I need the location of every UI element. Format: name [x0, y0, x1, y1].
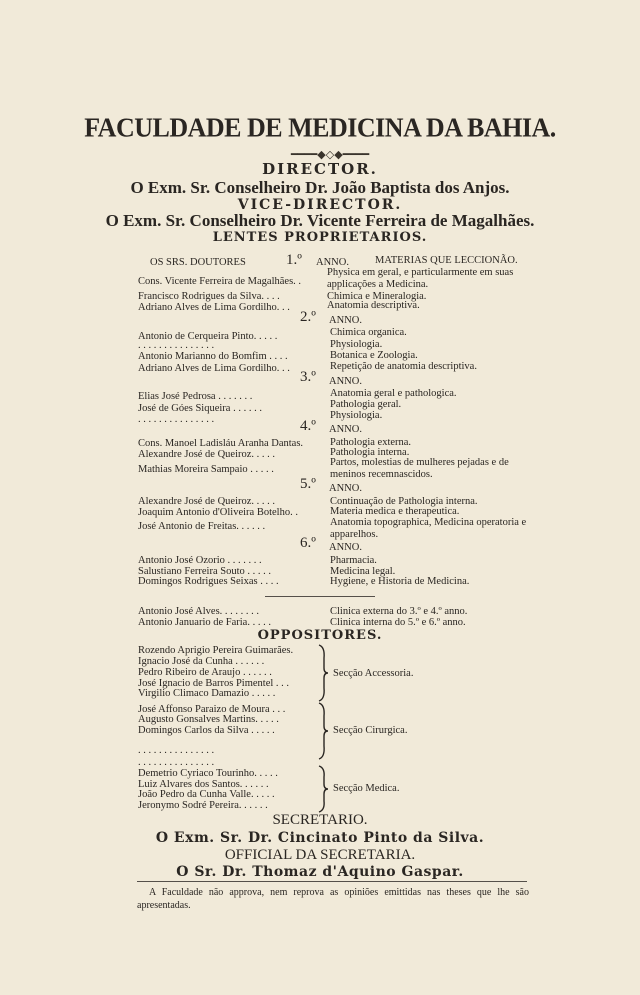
- year-2-anno: ANNO.: [329, 315, 362, 326]
- year3-name-2: José de Góes Siqueira . . . . . .: [138, 403, 262, 414]
- year5-name-2: Joaquim Antonio d'Oliveira Botelho. .: [138, 507, 298, 518]
- opp-cirurgica-5: . . . . . . . . . . . . . . .: [138, 757, 215, 768]
- year-1-number: 1.º: [286, 252, 302, 268]
- disclaimer-note: A Faculdade não approva, nem reprova as opiniões emittidas nas theses que lhe são apresentadas.: [137, 887, 529, 911]
- clinica-name-2: Antonio Januario de Faria. . . . .: [138, 617, 271, 628]
- opp-accessoria-4: José Ignacio de Barros Pimentel . . .: [138, 678, 290, 689]
- year2-subject-2: Physiologia.: [330, 339, 383, 350]
- opp-accessoria-3: Pedro Ribeiro de Araujo . . . . . .: [138, 667, 272, 678]
- year3-subject-2: Pathologia geral.: [330, 399, 402, 410]
- year6-name-1: Antonio José Ozorio . . . . . . .: [138, 555, 262, 566]
- year1-subject-3: Anatomia descriptiva.: [327, 300, 420, 311]
- opp-accessoria-5: Virgilio Climaco Damazio . . . . .: [138, 688, 276, 699]
- subjects-column-label: MATERIAS QUE LECCIONÃO.: [375, 255, 518, 266]
- year5-subject-2: Materia medica e therapeutica.: [330, 506, 460, 517]
- year2-subject-4: Repetição de anatomia descriptiva.: [330, 361, 477, 372]
- lentes-heading: LENTES PROPRIETARIOS.: [212, 230, 428, 245]
- year5-subject-3: Anatomia topographica, Medicina operatoria e apparelhos.: [330, 517, 527, 540]
- year5-name-1: Alexandre José de Queiroz. . . . .: [138, 496, 276, 507]
- opp-accessoria-1: Rozendo Aprigio Pereira Guimarães.: [138, 645, 294, 656]
- year-3-anno: ANNO.: [329, 376, 362, 387]
- opp-medica-3: João Pedro da Cunha Valle. . . . .: [138, 789, 275, 800]
- brace-cirurgica: [315, 702, 329, 760]
- year4-subject-3: Partos, molestias de mulheres pejadas e de meninos recemnascidos.: [330, 457, 509, 480]
- year5-name-3: José Antonio de Freitas. . . . . .: [138, 521, 266, 532]
- year3-name-1: Elias José Pedrosa . . . . . . .: [138, 391, 253, 402]
- opp-cirurgica-2: Augusto Gonsalves Martins. . . . .: [138, 714, 279, 725]
- secretario-heading: SECRETARIO.: [272, 812, 368, 828]
- doctors-column-label: OS SRS. DOUTORES: [150, 257, 246, 268]
- year6-name-3: Domingos Rodrigues Seixas . . . .: [138, 576, 279, 587]
- year-5-anno: ANNO.: [329, 483, 362, 494]
- opp-medica-4: Jeronymo Sodré Pereira. . . . . .: [138, 800, 268, 811]
- clinica-name-1: Antonio José Alves. . . . . . . .: [138, 606, 260, 617]
- footer-rule: [137, 881, 527, 882]
- year-5-number: 5.º: [300, 476, 316, 492]
- year2-name-4: Adriano Alves de Lima Gordilho. . .: [138, 363, 290, 374]
- year2-subject-1: Chimica organica.: [330, 327, 407, 338]
- year2-subject-3: Botanica e Zoologia.: [330, 350, 418, 361]
- year3-subject-3: Physiologia.: [330, 410, 383, 421]
- year6-subject-3: Hygiene, e Historia de Medicina.: [330, 576, 470, 587]
- vice-director-name: O Exm. Sr. Conselheiro Dr. Vicente Ferreira de Magalhães.: [105, 211, 535, 230]
- year-6-anno: ANNO.: [329, 542, 362, 553]
- year4-subject-2: Pathologia interna.: [330, 447, 410, 458]
- year-4-anno: ANNO.: [329, 424, 362, 435]
- year6-name-2: Salustiano Ferreira Souto . . . . .: [138, 566, 271, 577]
- year5-subject-1: Continuação de Pathologia interna.: [330, 496, 478, 507]
- year1-subject-2: Chimica e Mineralogia.: [327, 291, 427, 302]
- opp-cirurgica-4: . . . . . . . . . . . . . . .: [138, 745, 215, 756]
- year3-name-3: . . . . . . . . . . . . . . .: [138, 414, 215, 425]
- year2-name-1: Antonio de Cerqueira Pinto. . . . .: [138, 331, 278, 342]
- year2-name-2: . . . . . . . . . . . . . . .: [138, 340, 215, 351]
- section-medica-label: Secção Medica.: [333, 783, 400, 794]
- opp-cirurgica-3: Domingos Carlos da Silva . . . . .: [138, 725, 275, 736]
- year-2-number: 2.º: [300, 309, 316, 325]
- clinica-subject-1: Clinica externa do 3.º e 4.º anno.: [330, 606, 468, 617]
- year6-subject-1: Pharmacia.: [330, 555, 377, 566]
- section-cirurgica-label: Secção Cirurgica.: [333, 725, 408, 736]
- year4-name-3: Mathias Moreira Sampaio . . . . .: [138, 464, 274, 475]
- year1-subject-1: Physica em geral, e particularmente em suas applicações a Medicina.: [327, 267, 514, 290]
- year-3-number: 3.º: [300, 369, 316, 385]
- year2-name-3: Antonio Marianno do Bomfim . . . .: [138, 351, 288, 362]
- year-6-number: 6.º: [300, 535, 316, 551]
- opp-cirurgica-1: José Affonso Paraizo de Moura . . .: [138, 704, 286, 715]
- oppositores-heading: OPPOSITORES.: [257, 628, 383, 643]
- year3-subject-1: Anatomia geral e pathologica.: [330, 388, 457, 399]
- year1-name-1: Cons. Vicente Ferreira de Magalhães. .: [138, 276, 302, 287]
- director-name: O Exm. Sr. Conselheiro Dr. João Baptista dos Anjos.: [130, 178, 510, 197]
- year4-subject-1: Pathologia externa.: [330, 437, 412, 448]
- clinica-subject-2: Clinica interna do 5.º e 6.º anno.: [330, 617, 466, 628]
- year-1-anno: ANNO.: [316, 257, 349, 268]
- ornament-divider: ━━━━◆◇◆━━━━: [290, 149, 370, 161]
- opp-medica-1: Demetrio Cyriaco Tourinho. . . . .: [138, 768, 278, 779]
- opp-accessoria-2: Ignacio José da Cunha . . . . . .: [138, 656, 265, 667]
- year4-name-1: Cons. Manoel Ladisláu Aranha Dantas.: [138, 438, 304, 449]
- brace-medica: [315, 765, 329, 813]
- brace-accessoria: [315, 644, 329, 702]
- year4-name-2: Alexandre José de Queiroz. . . . .: [138, 449, 276, 460]
- vice-director-heading: VICE-DIRECTOR.: [237, 197, 403, 213]
- year1-name-2: Francisco Rodrigues da Silva. . . .: [138, 291, 280, 302]
- section-accessoria-label: Secção Accessoria.: [333, 668, 414, 679]
- faculty-title: FACULDADE DE MEDICINA DA BAHIA.: [84, 112, 556, 143]
- secretario-name: O Exm. Sr. Dr. Cincinato Pinto da Silva.: [155, 830, 485, 846]
- director-heading: DIRECTOR.: [262, 160, 378, 178]
- year-4-number: 4.º: [300, 418, 316, 434]
- opp-medica-2: Luiz Alvares dos Santos. . . . . .: [138, 779, 269, 790]
- official-heading: OFFICIAL DA SECRETARIA.: [224, 847, 416, 863]
- year6-subject-2: Medicina legal.: [330, 566, 396, 577]
- official-name: O Sr. Dr. Thomaz d'Aquino Gaspar.: [176, 864, 464, 880]
- section-divider: [265, 596, 375, 597]
- year1-name-3: Adriano Alves de Lima Gordilho. . .: [138, 302, 290, 313]
